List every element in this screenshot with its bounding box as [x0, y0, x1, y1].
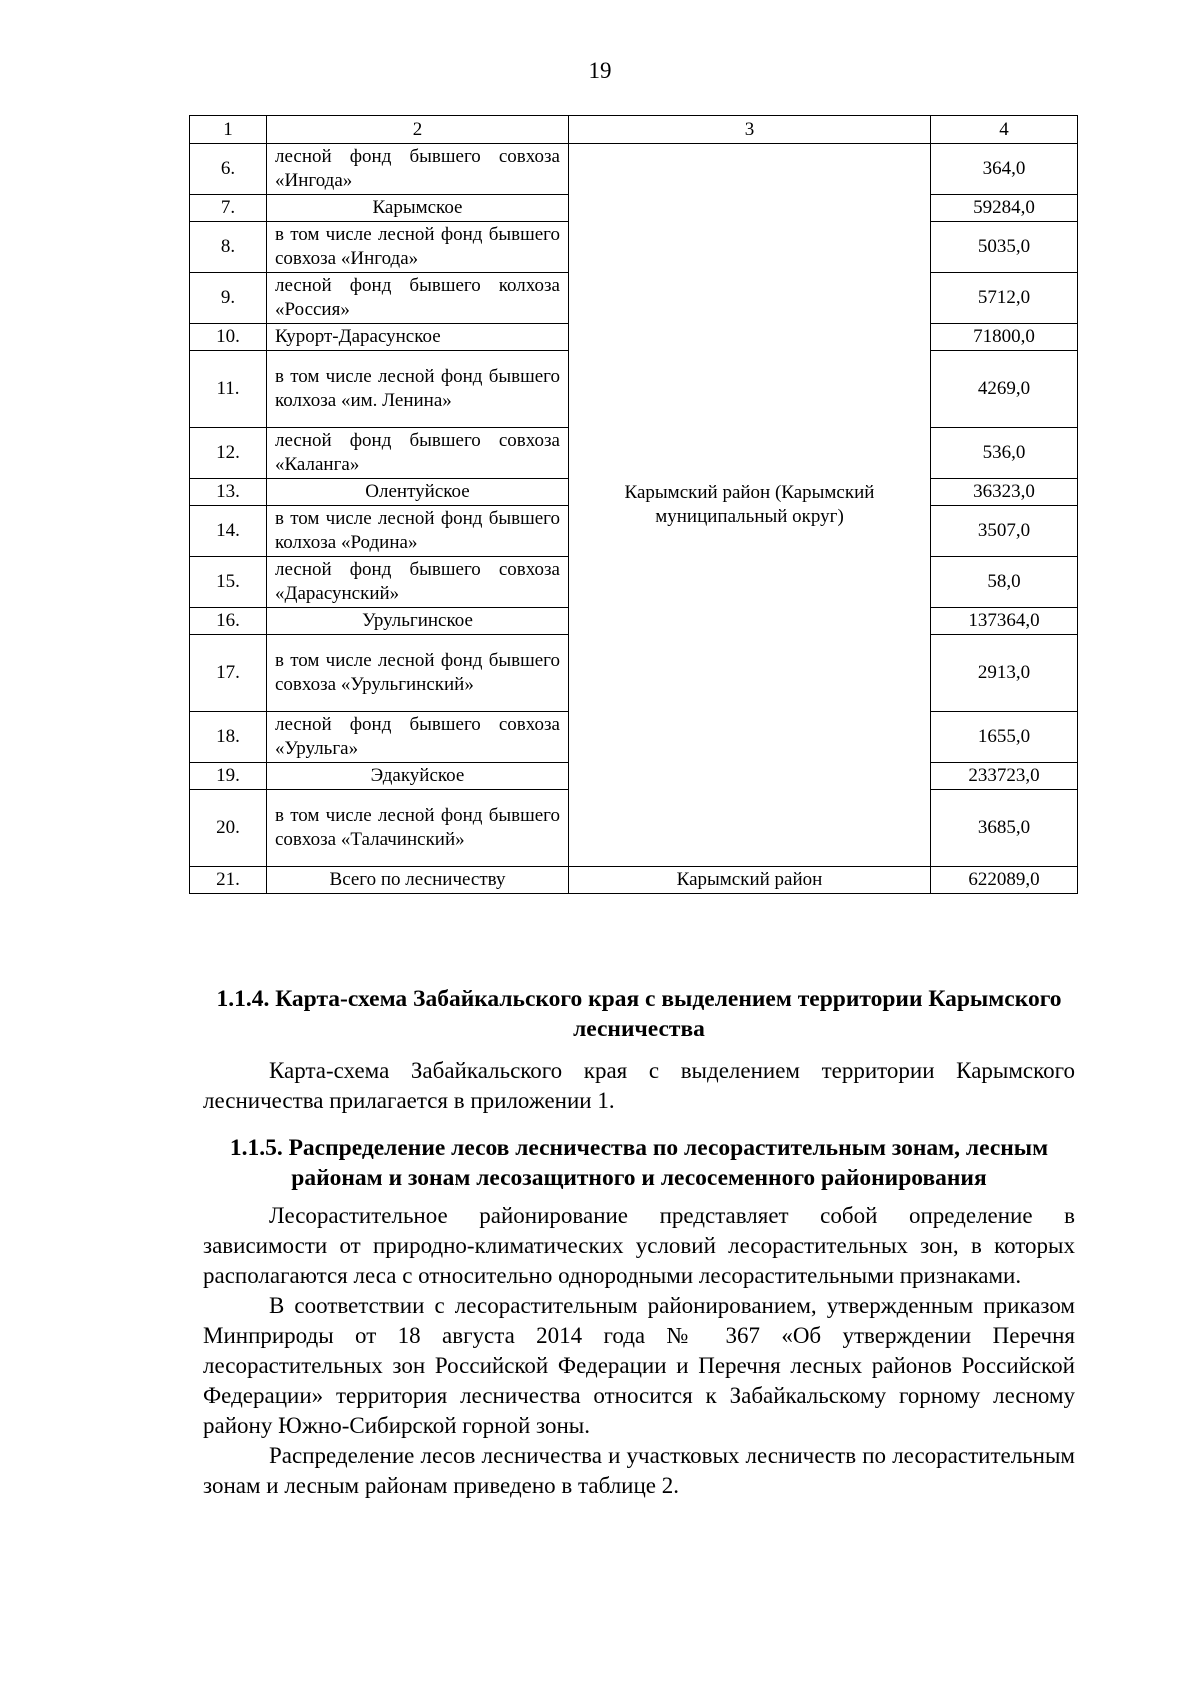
table-row [190, 144, 1078, 195]
row-number: 20. [190, 790, 267, 867]
row-number: 18. [190, 712, 267, 763]
row-number: 21. [190, 867, 267, 894]
area-value: 137364,0 [931, 608, 1078, 635]
forest-area-name: лесной фонд бывшего совхоза «Дарасунский» [267, 557, 569, 608]
column-header: 3 [569, 116, 931, 144]
forest-area-name: Эдакуйское [267, 763, 569, 790]
column-header: 2 [267, 116, 569, 144]
column-header: 4 [931, 116, 1078, 144]
area-value: 1655,0 [931, 712, 1078, 763]
area-value: 36323,0 [931, 479, 1078, 506]
area-value: 233723,0 [931, 763, 1078, 790]
paragraph: Лесорастительное районирование представляет собой определение в зависимости от природно-климатических условий лесорастительных зон, в которых располагаются леса с относительно однородными лесорастительными признаками. [203, 1203, 1075, 1288]
district-cell: Карымский район (Карымский муниципальный округ) [569, 144, 931, 867]
area-value: 364,0 [931, 144, 1078, 195]
section-heading: 1.1.4. Карта-схема Забайкальского края с выделением территории Карымского лесничества [216, 986, 1062, 1042]
row-number: 7. [190, 195, 267, 222]
forest-area-name: лесной фонд бывшего совхоза «Ингода» [267, 144, 569, 195]
area-value: 5035,0 [931, 222, 1078, 273]
section-heading: 1.1.5. Распределение лесов лесничества по лесорастительным зонам, лесным районам и зонам лесозащитного и лесосеменного районирования [229, 1135, 1049, 1191]
table-header-row [190, 116, 1078, 144]
forest-area-name: Курорт-Дарасунское [267, 324, 569, 351]
row-number: 17. [190, 635, 267, 712]
column-header: 1 [190, 116, 267, 144]
forest-area-name: лесной фонд бывшего совхоза «Урульга» [267, 712, 569, 763]
area-value: 58,0 [931, 557, 1078, 608]
table-total-row [190, 867, 1078, 894]
area-value: 3685,0 [931, 790, 1078, 867]
forest-area-name: в том числе лесной фонд бывшего совхоза «Урульгинский» [267, 635, 569, 712]
forest-area-name: Урульгинское [267, 608, 569, 635]
area-value: 536,0 [931, 428, 1078, 479]
section-1-1-4 [203, 984, 1075, 1116]
row-number: 11. [190, 351, 267, 428]
forest-area-name: Карымское [267, 195, 569, 222]
area-value: 3507,0 [931, 506, 1078, 557]
row-number: 9. [190, 273, 267, 324]
row-number: 6. [190, 144, 267, 195]
forest-area-name: в том числе лесной фонд бывшего колхоза «Родина» [267, 506, 569, 557]
row-number: 14. [190, 506, 267, 557]
forest-area-name: в том числе лесной фонд бывшего колхоза «им. Ленина» [267, 351, 569, 428]
row-number: 10. [190, 324, 267, 351]
paragraph: Карта-схема Забайкальского края с выделением территории Карымского лесничества прилагается в приложении 1. [203, 1058, 1075, 1113]
area-value: 59284,0 [931, 195, 1078, 222]
row-number: 15. [190, 557, 267, 608]
total-district: Карымский район [569, 867, 931, 894]
paragraph: В соответствии с лесорастительным районированием, утвержденным приказом Минприроды от 18 августа 2014 года № 367 «Об утверждении Перечня лесорастительных зон Российской Федерации и Перечня лесных районов Российской Федерации» территория лесничества относится к Забайкальскому горному лесному району Южно-Сибирской горной зоны. [203, 1293, 1075, 1438]
forest-area-name: Олентуйское [267, 479, 569, 506]
row-number: 13. [190, 479, 267, 506]
forest-area-name: в том числе лесной фонд бывшего совхоза «Талачинский» [267, 790, 569, 867]
row-number: 8. [190, 222, 267, 273]
forest-area-name: лесной фонд бывшего совхоза «Каланга» [267, 428, 569, 479]
area-value: 5712,0 [931, 273, 1078, 324]
section-1-1-5 [203, 1133, 1075, 1501]
forest-area-name: лесной фонд бывшего колхоза «Россия» [267, 273, 569, 324]
area-value: 2913,0 [931, 635, 1078, 712]
page-number: 19 [588, 58, 612, 83]
row-number: 19. [190, 763, 267, 790]
total-area-value: 622089,0 [931, 867, 1078, 894]
row-number: 12. [190, 428, 267, 479]
paragraph: Распределение лесов лесничества и участковых лесничеств по лесорастительным зонам и лесным районам приведено в таблице 2. [203, 1443, 1075, 1498]
total-label: Всего по лесничеству [267, 867, 569, 894]
area-value: 4269,0 [931, 351, 1078, 428]
area-value: 71800,0 [931, 324, 1078, 351]
row-number: 16. [190, 608, 267, 635]
forestry-table [189, 115, 1078, 894]
forest-area-name: в том числе лесной фонд бывшего совхоза «Ингода» [267, 222, 569, 273]
